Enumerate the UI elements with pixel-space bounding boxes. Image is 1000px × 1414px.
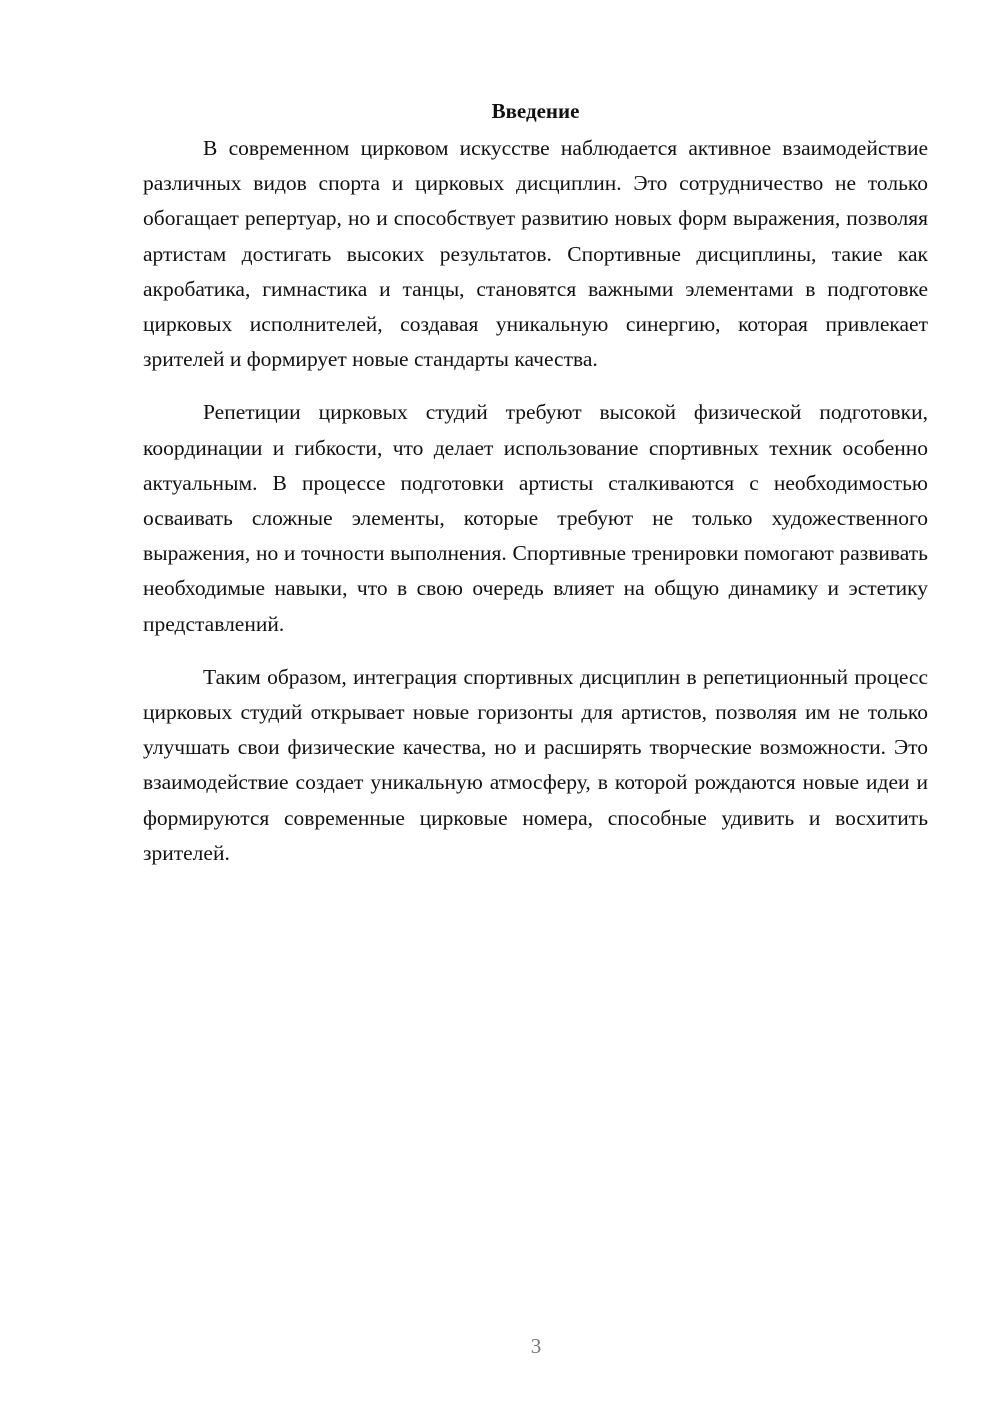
paragraph-3: Таким образом, интеграция спортивных дисциплин в репетиционный процесс цирковых студий открывает новые горизонты для артистов, позволяя им не только улучшать свои физические качества, но и расширять творческие возможности. Это взаимодействие создает уникальную атмосферу, в которой рождаются новые идеи и формируются современные цирковые номера, способные удивить и восхитить зрителей. <box>143 664 928 865</box>
paragraph-2: Репетиции цирковых студий требуют высокой физической подготовки, координации и гибкости, что делает использование спортивных техник особенно актуальным. В процессе подготовки артисты сталкиваются с необходимостью осваивать сложные элементы, которые требуют не только художественного выражения, но и точности выполнения. Спортивные тренировки помогают развивать необходимые навыки, что в свою очередь влияет на общую динамику и эстетику представлений. <box>143 400 928 636</box>
section-heading: Введение <box>491 99 580 123</box>
page-content <box>143 96 928 889</box>
page-number: 3 <box>530 1334 542 1358</box>
paragraph-1: В современном цирковом искусстве наблюдается активное взаимодействие различных видов спорта и цирковых дисциплин. Это сотрудничество не только обогащает репертуар, но и способствует развитию новых форм выражения, позволяя артистам достигать высоких результатов. Спортивные дисциплины, такие как акробатика, гимнастика и танцы, становятся важными элементами в подготовке цирковых исполнителей, создавая уникальную синергию, которая привлекает зрителей и формирует новые стандарты качества. <box>143 136 928 372</box>
